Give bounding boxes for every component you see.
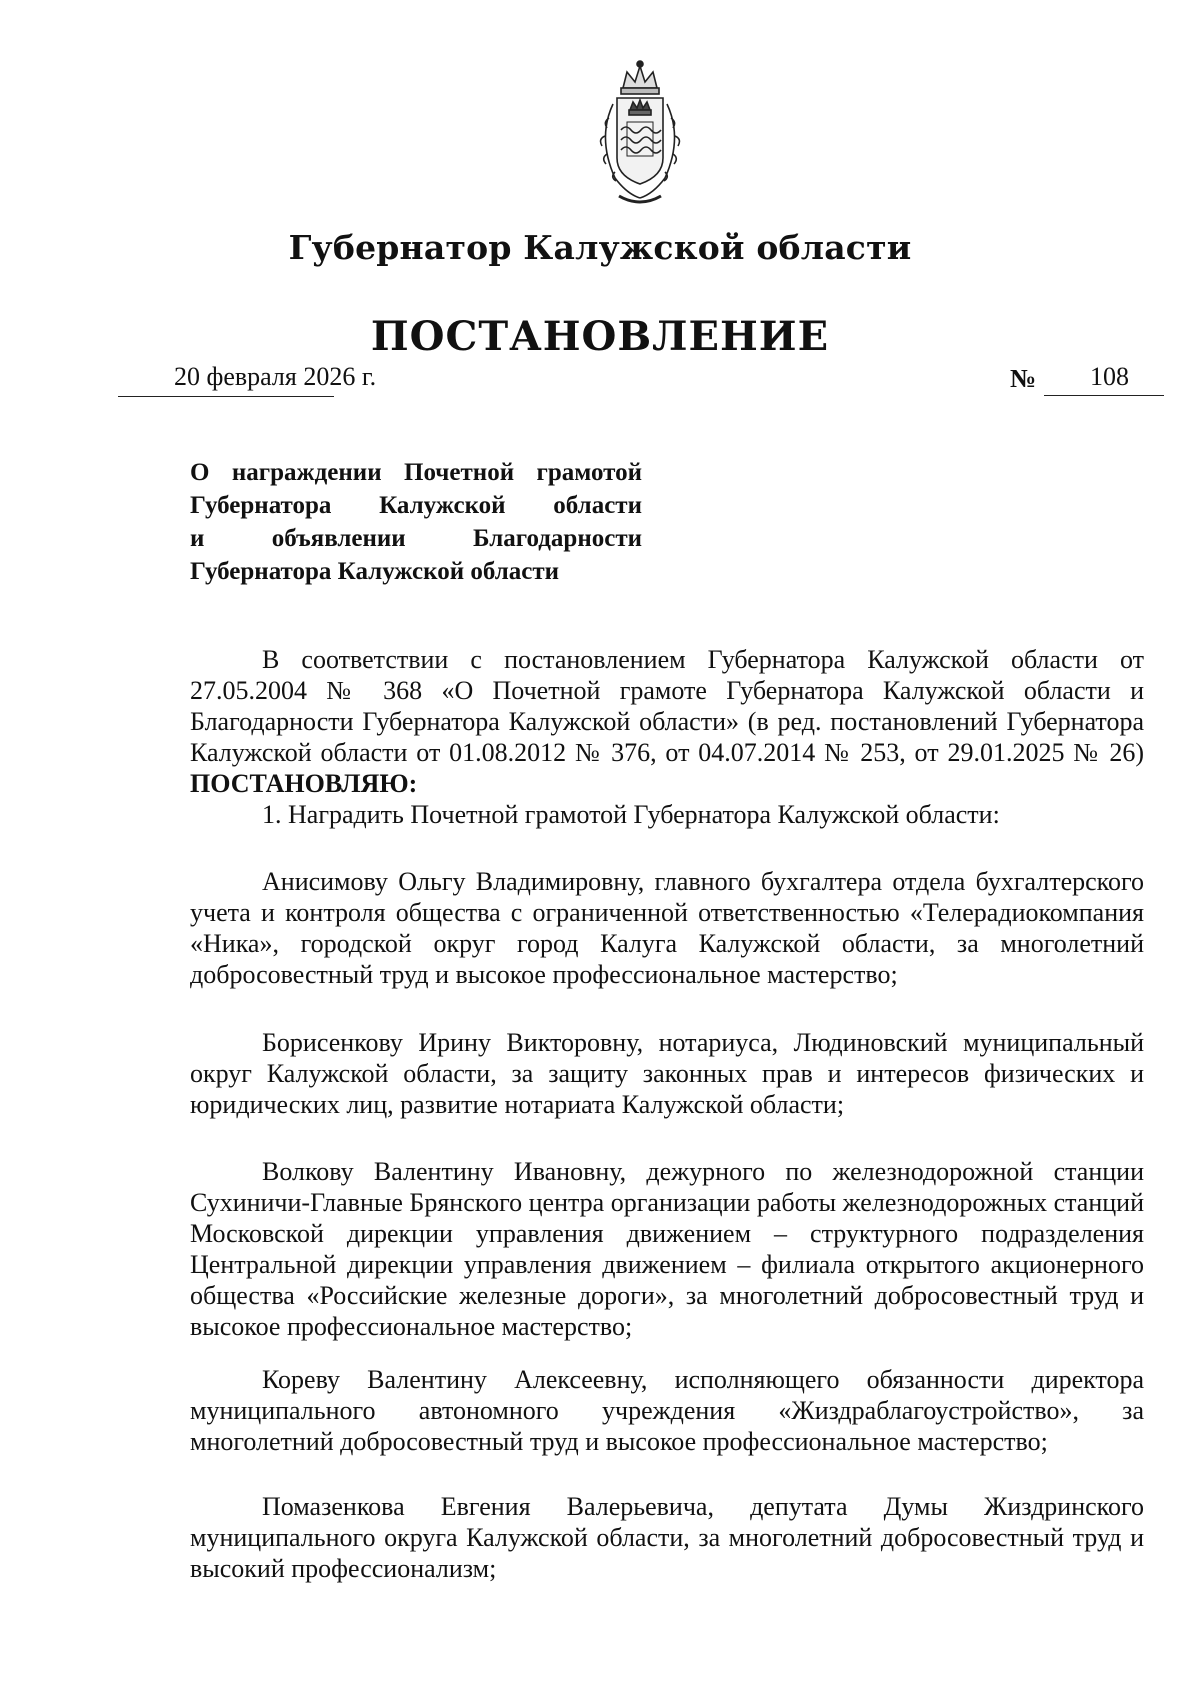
authority-title: Губернатор Калужской области bbox=[288, 228, 912, 267]
preamble-paragraph bbox=[190, 644, 1144, 799]
number-sign: № bbox=[1010, 364, 1037, 393]
subject-line: Губернатора Калужской области bbox=[190, 558, 560, 585]
awardee-paragraph: Помазенкова Евгения Валерьевича, депутата Думы Жиздринского муниципального округа Калужской области, за многолетний добросовестный труд и высокий профессионализм; bbox=[190, 1492, 1144, 1583]
document-subject bbox=[190, 456, 642, 588]
awardee-paragraph: Борисенкову Ирину Викторовну, нотариуса, Людиновский муниципальный округ Калужской области, за защиту законных прав и интересов физических и юридических лиц, развитие нотариата Калужской области; bbox=[190, 1028, 1144, 1119]
document-number: 108 bbox=[1090, 362, 1129, 391]
document-date: 20 февраля 2026 г. bbox=[174, 362, 377, 391]
decree-word: ПОСТАНОВЛЯЮ: bbox=[190, 769, 418, 798]
awardee-paragraph: Волкову Валентину Ивановну, дежурного по железнодорожной станции Сухиничи-Главные Брянского центра организации работы железнодорожных станций Московской дирекции управления движением – структурного подразделения Центральной дирекции управления движением – филиала открытого акционерного общества «Российские железные дороги», за многолетний добросовестный труд и высокое профессиональное мастерство; bbox=[190, 1157, 1144, 1341]
number-underline bbox=[1044, 395, 1164, 396]
preamble-text: В соответствии с постановлением Губернатора Калужской области от 27.05.2004 № 368 «О Почетной грамоте Губернатора Калужской области и Благодарности Губернатора Калужской области» (в ред. постановлений Губернатора Калужской области от 01.08.2012 № 376, от 04.07.2014 № 253, от 29.01.2025 № 26) bbox=[190, 645, 1144, 767]
coat-of-arms-emblem bbox=[585, 58, 695, 208]
subject-line: О награждении Почетной грамотой bbox=[190, 459, 642, 486]
awardee-paragraph: Кореву Валентину Алексеевну, исполняющего обязанности директора муниципального автономного учреждения «Жиздраблагоустройство», за многолетний добросовестный труд и высокое профессиональное мастерство; bbox=[190, 1365, 1144, 1456]
item-1-paragraph: 1. Наградить Почетной грамотой Губернатора Калужской области: bbox=[262, 800, 1000, 829]
document-type-title: ПОСТАНОВЛЕНИЕ bbox=[370, 313, 830, 360]
date-underline bbox=[118, 396, 334, 397]
awardee-paragraph: Анисимову Ольгу Владимировну, главного бухгалтера отдела бухгалтерского учета и контроля общества с ограниченной ответственностью «Телерадиокомпания «Ника», городской округ город Калуга Калужской области, за многолетний добросовестный труд и высокое профессиональное мастерство; bbox=[190, 867, 1144, 989]
subject-line: Губернатора Калужской области bbox=[190, 492, 642, 519]
subject-line: и объявлении Благодарности bbox=[190, 525, 642, 552]
